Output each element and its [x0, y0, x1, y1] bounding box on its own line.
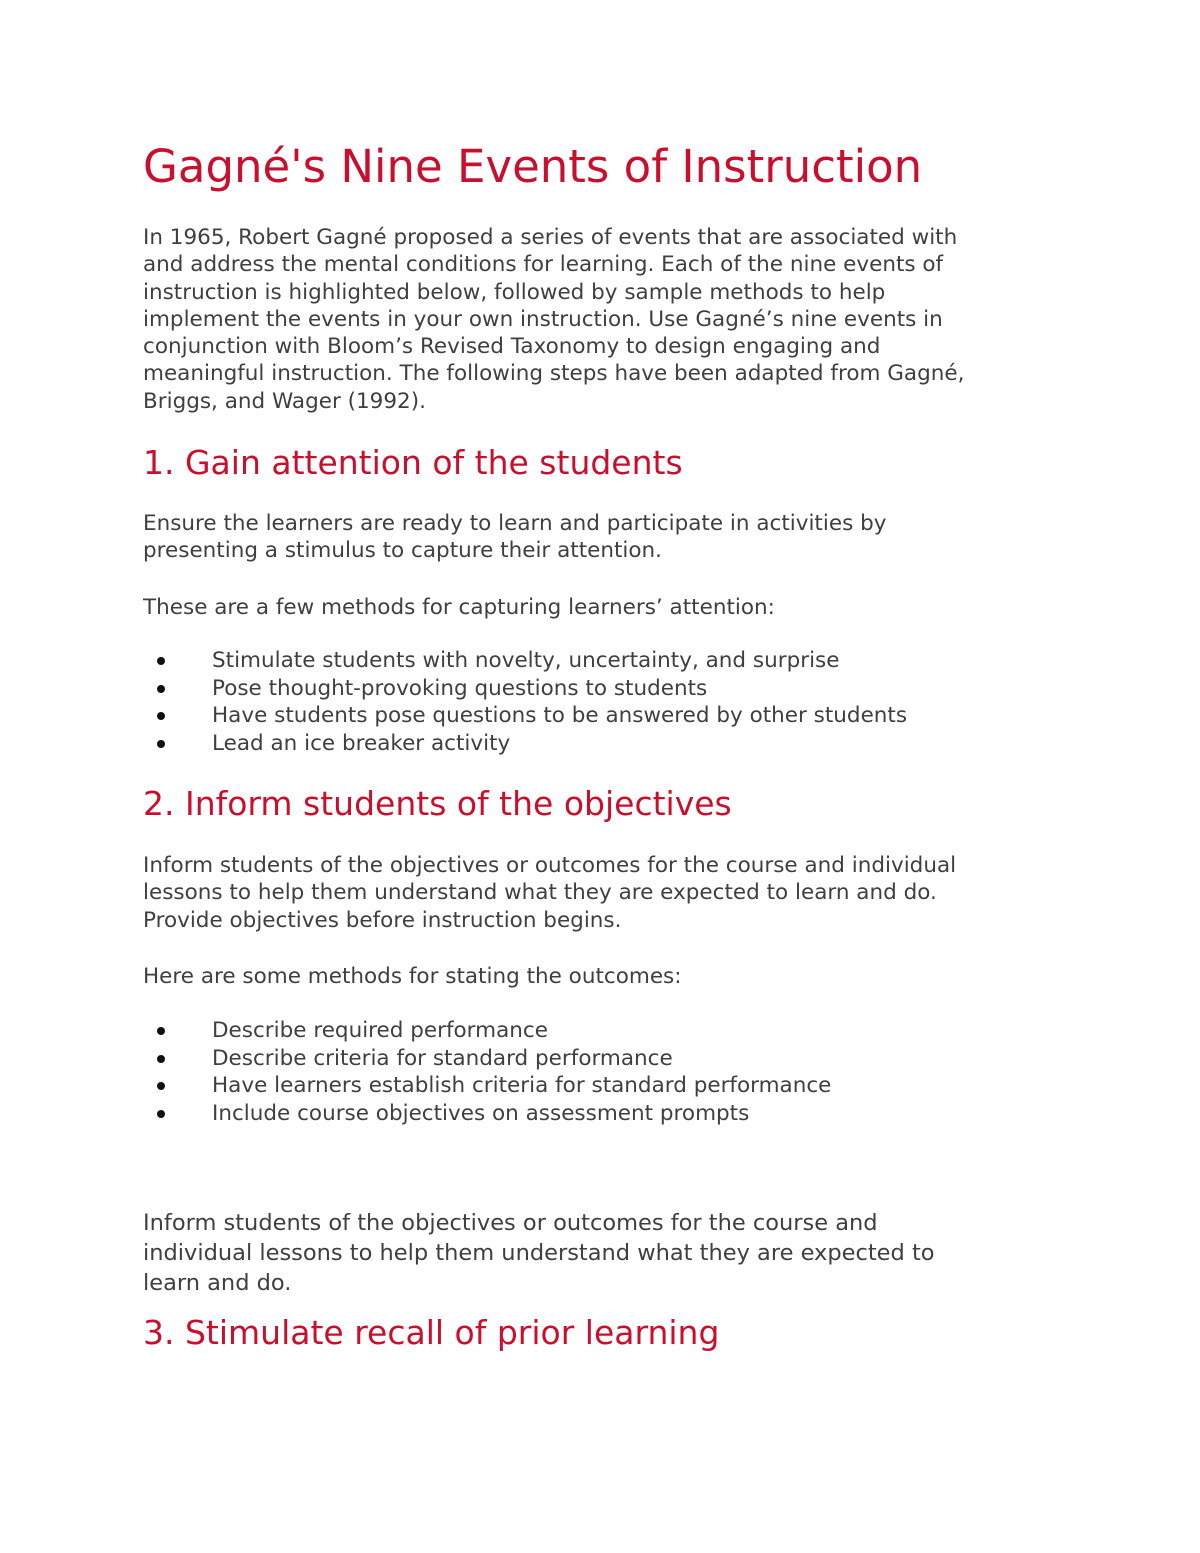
- list-item: [143, 1100, 831, 1128]
- bullet-dot: [157, 685, 165, 693]
- intro-line: instruction is highlighted below, followed by sample methods to help: [143, 279, 886, 305]
- list-item: [143, 675, 907, 703]
- list-item-text: Lead an ice breaker activity: [212, 730, 511, 756]
- section-2-heading: 2. Inform students of the objectives: [143, 784, 732, 823]
- document-title: Gagné's Nine Events of Instruction: [143, 140, 923, 193]
- list-item: [143, 702, 907, 730]
- section-2-repeat-line: learn and do.: [143, 1270, 292, 1296]
- section-1-lead-text: These are a few methods for capturing learners’ attention:: [143, 595, 775, 620]
- bullet-dot: [157, 740, 165, 748]
- intro-line: conjunction with Bloom’s Revised Taxonomy to design engaging and: [143, 334, 881, 360]
- section-1-lead: [143, 594, 1063, 621]
- section-2-bullet-list: [143, 1017, 831, 1127]
- list-item-text: Include course objectives on assessment prompts: [212, 1100, 750, 1126]
- bullet-dot: [157, 1055, 165, 1063]
- section-2-repeat-line: individual lessons to help them understand what they are expected to: [143, 1240, 935, 1266]
- section-3-heading: 3. Stimulate recall of prior learning: [143, 1313, 720, 1352]
- list-item: [143, 1045, 831, 1073]
- section-2-paragraph: [143, 852, 1063, 934]
- section-2-line: lessons to help them understand what they are expected to learn and do.: [143, 880, 937, 906]
- section-1-line: presenting a stimulus to capture their attention.: [143, 538, 663, 564]
- list-item-text: Stimulate students with novelty, uncertainty, and surprise: [212, 648, 840, 673]
- bullet-dot: [157, 1082, 165, 1090]
- list-item: [143, 730, 907, 758]
- intro-line: Briggs, and Wager (1992).: [143, 388, 426, 414]
- section-2-repeat-paragraph: [143, 1208, 1063, 1298]
- list-item-text: Have students pose questions to be answered by other students: [212, 703, 908, 729]
- section-2-line: Inform students of the objectives or outcomes for the course and individual: [143, 853, 957, 878]
- list-item-text: Pose thought-provoking questions to students: [212, 675, 708, 701]
- section-1-heading: 1. Gain attention of the students: [143, 443, 683, 482]
- intro-line: and address the mental conditions for learning. Each of the nine events of: [143, 252, 944, 278]
- section-2-lead: [143, 963, 1063, 990]
- bullet-dot: [157, 657, 165, 665]
- section-2-repeat-line: Inform students of the objectives or outcomes for the course and: [143, 1210, 878, 1236]
- intro-line: meaningful instruction. The following steps have been adapted from Gagné,: [143, 361, 965, 387]
- list-item-text: Describe criteria for standard performance: [212, 1045, 673, 1071]
- section-1-line: Ensure the learners are ready to learn and participate in activities by: [143, 511, 887, 536]
- bullet-dot: [157, 712, 165, 720]
- list-item: [143, 647, 907, 675]
- section-2-lead-text: Here are some methods for stating the outcomes:: [143, 964, 682, 989]
- list-item-text: Describe required performance: [212, 1018, 548, 1043]
- intro-line: implement the events in your own instruction. Use Gagné’s nine events in: [143, 306, 943, 332]
- intro-line: In 1965, Robert Gagné proposed a series of events that are associated with: [143, 225, 958, 250]
- list-item-text: Have learners establish criteria for standard performance: [212, 1073, 832, 1099]
- section-1-bullet-list: [143, 647, 907, 757]
- list-item: [143, 1072, 831, 1100]
- section-2-line: Provide objectives before instruction begins.: [143, 907, 622, 933]
- section-1-paragraph: [143, 510, 1063, 565]
- intro-paragraph: [143, 224, 1063, 415]
- bullet-dot: [157, 1110, 165, 1118]
- bullet-dot: [157, 1027, 165, 1035]
- list-item: [143, 1017, 831, 1045]
